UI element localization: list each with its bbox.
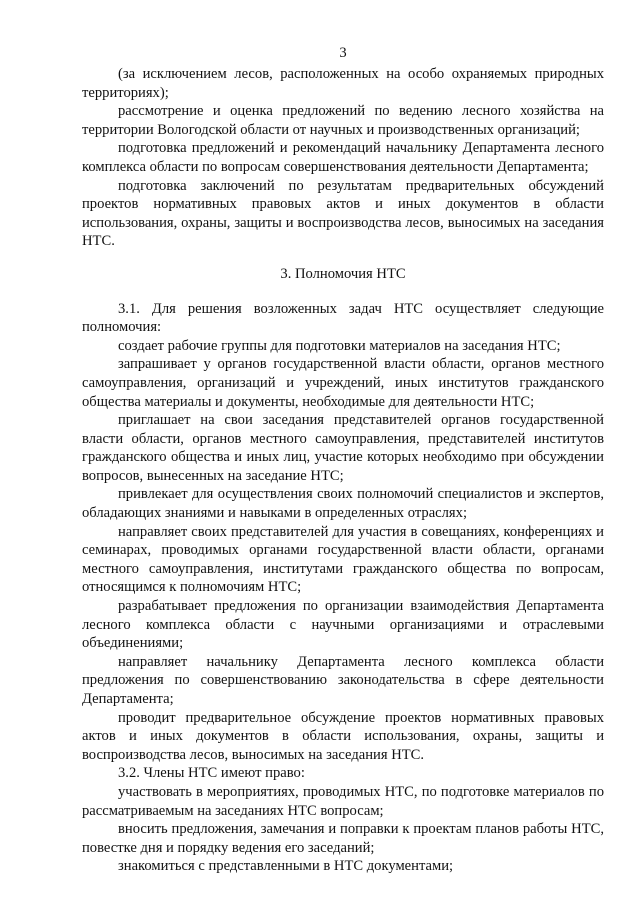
section-paragraph-2: создает рабочие группы для подготовки материалов на заседания НТС; <box>118 337 561 354</box>
section-paragraph-6: направляет своих представителей для участия в совещаниях, конференциях и семинарах, проводимых органами государственной власти области, органами местного самоуправления, институтами гражданского общества по вопросам, относящимся к полномочиям НТС; <box>82 523 604 596</box>
page-number: 3 <box>339 45 347 61</box>
section-paragraph-3: запрашивает у органов государственной власти области, органов местного самоуправления, организаций и учреждений, иных институтов гражданского общества материалы и документы, необходимые для деятельности НТС; <box>82 356 604 410</box>
section-paragraph-7: разрабатывает предложения по организации взаимодействия Департамента лесного комплекса области с научными организациями и отраслевыми объединениями; <box>82 598 604 652</box>
section-paragraph-4: приглашает на свои заседания представителей органов государственной власти области, органов местного самоуправления, представителей институтов гражданского общества и иных лиц, участие которых необходимо при обсуждении вопросов, вынесенных на заседание НТС; <box>82 412 604 484</box>
section-paragraph-5: привлекает для осуществления своих полномочий специалистов и экспертов, обладающих знаниями и навыками в определенных отраслях; <box>82 486 604 522</box>
paragraph-2: рассмотрение и оценка предложений по ведению лесного хозяйства на территории Вологодской области от научных и производственных организаций; <box>82 103 604 138</box>
section-paragraph-13: знакомиться с представленными в НТС документами; <box>118 858 454 875</box>
section-heading: 3. Полномочия НТС <box>280 265 406 282</box>
paragraph-4: подготовка заключений по результатам предварительных обсуждений проектов нормативных правовых актов и иных документов в области использования, охраны, защиты и воспроизводства лесов, выносимых на заседания НТС. <box>82 177 604 250</box>
section-paragraph-11: участвовать в мероприятиях, проводимых НТС, по подготовке материалов по рассматриваемым на заседаниях НТС вопросам; <box>82 783 604 819</box>
document-page <box>82 44 604 876</box>
paragraph-1: (за исключением лесов, расположенных на особо охраняемых природных территориях); <box>82 66 604 101</box>
section-paragraph-9: проводит предварительное обсуждение проектов нормативных правовых актов и иных документов в области использования, охраны, защиты и воспроизводства лесов, выносимых на заседания НТС. <box>82 709 604 763</box>
section-paragraph-1: 3.1. Для решения возложенных задач НТС осуществляет следующие полномочия: <box>82 300 604 336</box>
section-paragraph-12: вносить предложения, замечания и поправки к проектам планов работы НТС, повестке дня и порядку ведения его заседаний; <box>82 821 604 856</box>
section-paragraph-10: 3.2. Члены НТС имеют право: <box>118 765 305 782</box>
paragraph-3: подготовка предложений и рекомендаций начальнику Департамента лесного комплекса области по вопросам совершенствования деятельности Департамента; <box>82 140 604 175</box>
section-paragraph-8: направляет начальнику Департамента лесного комплекса области предложения по совершенствованию законодательства в сфере деятельности Департамента; <box>82 653 604 707</box>
